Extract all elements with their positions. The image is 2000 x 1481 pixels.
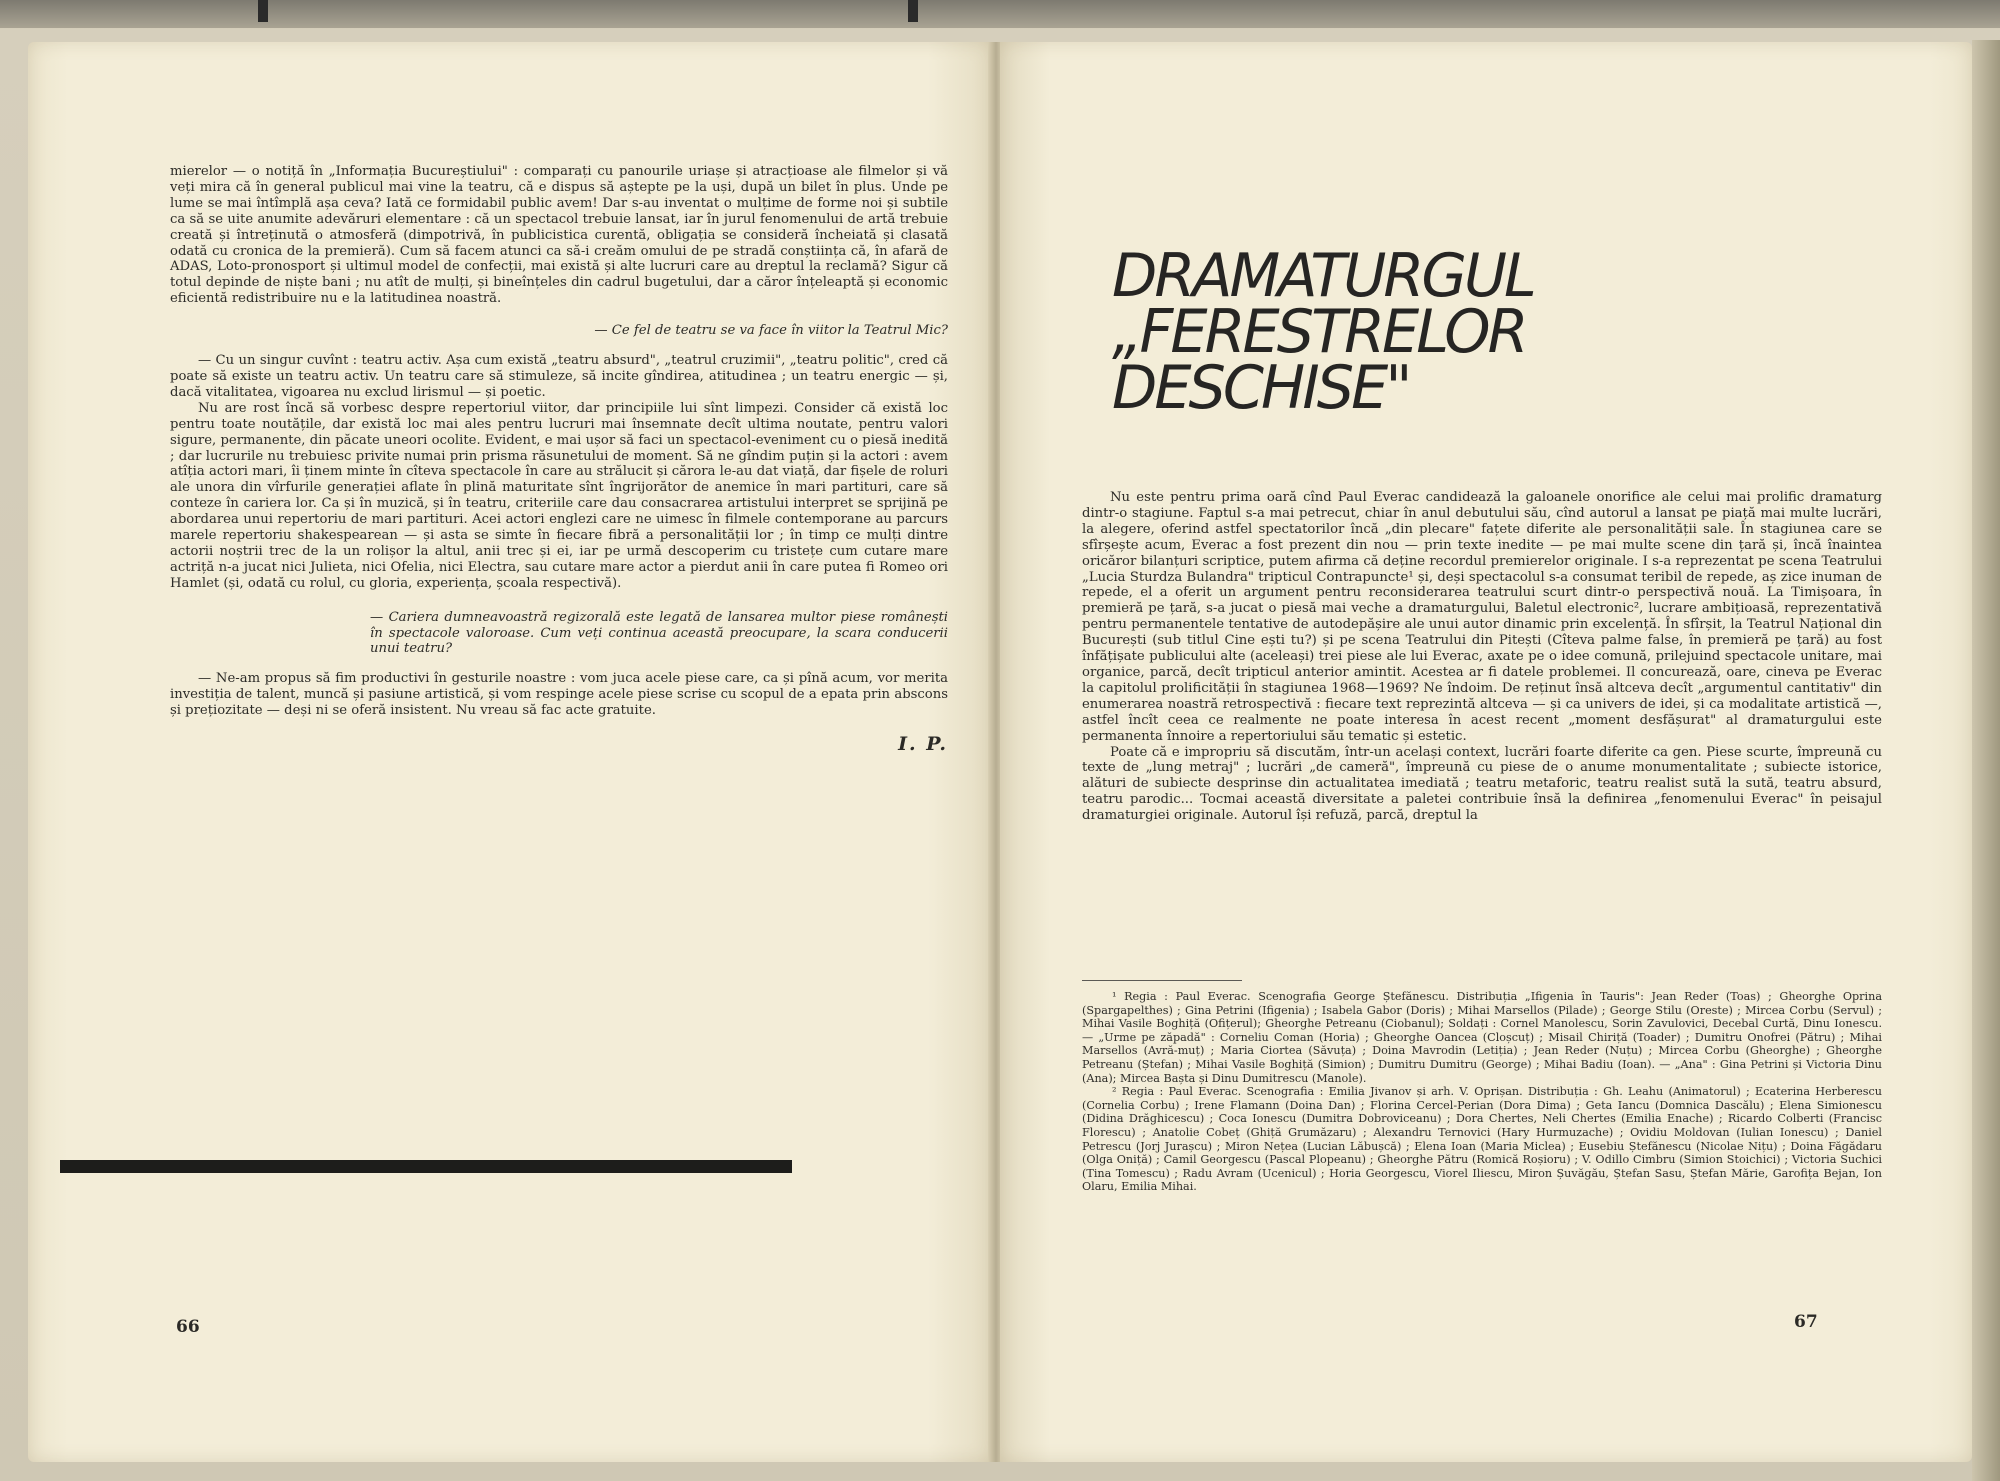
page-number: 67 (1794, 1312, 1818, 1332)
book-right-edge (1972, 40, 2000, 1481)
author-signature: I. P. (898, 733, 948, 756)
article-title (1112, 241, 1661, 423)
paragraph: Nu este pentru prima oară cînd Paul Everac candidează la galoanele onorifice ale celui mai prolific dramaturg dintr-o stagiune. Faptul s-a mai petrecut, chiar în anul debutului său, cînd autorul a lansat pe piață mai multe lucrări, la alegere, oferind astfel spectatorilor încă „din plecare" fațete diferite ale personalității sale. În stagiunea care se sfîrșește acum, Everac a fost prezent din nou — prin texte inedite — pe mai multe scene din țară și, încă înaintea oricăror bilanțuri scriptice, putem afirma că deține recordul premierelor originale. I s-a reprezentat pe scena Teatrului „Lucia Sturdza Bulandra" tripticul Contrapuncte¹ și, deși spectacolul s-a consumat teribil de repede, aș zice inuman de repede, el a oferit un argument pentru reconsiderarea teatrului scurt dintr-o perspectivă nouă. La Timișoara, în premieră pe țară, s-a jucat o piesă mai veche a dramaturgului, Baletul electronic², lucrare ambițioasă, reprezentativă pentru permanentele tentative de autodepășire ale unui autor dinamic prin excelență. În sfîrșit, la Teatrul Național din București (sub titlul Cine ești tu?) și pe scena Teatrului din Pitești (Cîteva palme false, în premieră pe țară) au fost înfățișate publicului alte (aceleași) trei piese ale lui Everac, axate pe o idee comună, prilejuind spectacole unitare, mai organice, parcă, decît tripticul anterior amintit. Acestea ar fi datele problemei. Il concurează, oare, cineva pe Everac la capitolul prolificității în stagiunea 1968—1969? Ne îndoim. De reținut însă altceva decît „argumentul cantitativ" din enumerarea noastră retrospectivă : fiecare text reprezintă altceva — și ca univers de idei, și ca modalitate artistică —, astfel încît ceea ce realmente ne poate interesa în acest recent „moment desfășurat" al dramaturgului este permanenta înnoire a repertoriului său tematic și estetic. (1082, 490, 1882, 744)
footnote: ¹ Regia : Paul Everac. Scenografia George Ștefănescu. Distribuția „Ifigenia în Tauris": Jean Reder (Toas) ; Gheorghe Oprina (Spargapelthes) ; Gina Petrini (Ifigenia) ; Isabela Gabor (Doris) ; Mihai Marsellos (Pilade) ; George Stilu (Oreste) ; Mircea Corbu (Servul) ; Mihai Vasile Boghiță (Ofițerul); Gheorghe Petreanu (Ciobanul); Soldați : Cornel Manolescu, Sorin Zavulovici, Decebal Curtă, Dinu Ionescu. — „Urme pe zăpadă" : Corneliu Coman (Horia) ; Gheorghe Oancea (Cloșcuț) ; Misail Chiriță (Toader) ; Dumitru Onofrei (Pătru) ; Mihai Marsellos (Avră-muț) ; Maria Ciortea (Săvuța) ; Doina Mavrodin (Letiția) ; Jean Reder (Nuțu) ; Mircea Corbu (Gheorghe) ; Gheorghe Petreanu (Ștefan) ; Mihai Vasile Boghiță (Simion) ; Dumitru Dumitru (George) ; Mihai Badiu (Ioan). — „Ana" : Gina Petrini și Victoria Dinu (Ana); Mircea Bașta și Dinu Dumitrescu (Manole). (1082, 990, 1882, 1085)
paragraph: — Cu un singur cuvînt : teatru activ. Așa cum există „teatru absurd", „teatrul cruzimii", „teatru politic", cred că poate să existe un teatru activ. Un teatru care să stimuleze, să incite gîndirea, atitudinea ; un teatru energic — și, dacă vitalitatea, vigoarea nu exclud lirismul — și poetic. (170, 353, 948, 400)
book-top-edge (0, 0, 2000, 28)
title-line: DESCHISE" (1112, 353, 1410, 423)
interview-question: — Ce fel de teatru se va face în viitor la Teatrul Mic? (594, 323, 948, 339)
left-column (170, 164, 948, 756)
section-rule (60, 1160, 792, 1173)
footnotes (1082, 990, 1882, 1194)
bookmark-tab (258, 0, 268, 22)
footnote-rule (1082, 980, 1242, 981)
page-number: 66 (176, 1317, 200, 1337)
title-line: „FERESTRELOR (1112, 297, 1526, 367)
right-column (1082, 490, 1882, 824)
bookmark-tab (908, 0, 918, 22)
interview-question: — Cariera dumneavoastră regizorală este legată de lansarea multor piese românești în spectacole valoroase. Cum veți continua această preocupare, la scara conducerii unui teatru? (370, 609, 948, 657)
paragraph: mierelor — o notiță în „Informația Bucureștiului" : comparați cu panourile uriașe și atracțioase ale filmelor și vă veți mira că în general publicul mai vine la teatru, că e dispus să aștepte pe la uși, după un bilet în plus. Unde pe lume se mai întîmplă așa ceva? Iată ce formidabil public avem! Dar s-au inventat o mulțime de forme noi și subtile ca să se uite anumite adevăruri elementare : că un spectacol trebuie lansat, iar în jurul fenomenului de artă trebuie creată și întreținută o atmosferă (dimpotrivă, în publicistica curentă, obligația se consideră încheiată și clasată odată cu cronica de la premieră). Cum să facem atunci ca să-i creăm omului de pe stradă conștiința că, în afară de ADAS, Loto-pronosport și ultimul model de confecții, mai există și alte lucruri care au dreptul la reclamă? Sigur că totul depinde de niște bani ; nu atît de mulți, și bineînțeles din cadrul bugetului, dar a căror înțeleaptă și economic eficientă redistribuire nu e la latitudinea noastră. (170, 164, 948, 307)
paragraph: Poate că e impropriu să discutăm, într-un același context, lucrări foarte diferite ca gen. Piese scurte, împreună cu texte de „lung metraj" ; lucrări „de cameră", împreună cu piese de o anume monumentalitate ; subiecte istorice, alături de subiecte desprinse din actualitatea imediată ; teatru metaforic, teatru realist sută la sută, teatru absurd, teatru parodic... Tocmai această diversitate a paletei contribuie însă la definirea „fenomenului Everac" în peisajul dramaturgiei originale. Autorul își refuză, parcă, dreptul la (1082, 744, 1882, 824)
left-page (28, 42, 992, 1462)
paragraph: — Ne-am propus să fim productivi în gesturile noastre : vom juca acele piese care, ca și pînă acum, vor merita investiția de talent, muncă și pasiune artistică, și vom respinge acele piese scrise cu scopul de a epata prin abscons și prețiozitate — deși ni se oferă insistent. Nu vreau să fac acte gratuite. (170, 671, 948, 719)
footnote: ² Regia : Paul Everac. Scenografia : Emilia Jivanov și arh. V. Oprișan. Distribuția : Gh. Leahu (Animatorul) ; Ecaterina Herberescu (Cornelia Corbu) ; Irene Flamann (Doina Dan) ; Florina Cercel-Perian (Dora Dima) ; Geta Iancu (Domnica Dascălu) ; Elena Simionescu (Didina Drăghicescu) ; Coca Ionescu (Dumitra Dobroviceanu) ; Dora Chertes, Neli Chertes (Emilia Enache) ; Ricardo Colberti (Francisc Florescu) ; Anatolie Cobeț (Ghiță Grumăzaru) ; Alexandru Ternovici (Hary Hurmuzache) ; Ovidiu Moldovan (Iulian Ionescu) ; Daniel Petrescu (Jorj Jurașcu) ; Miron Nețea (Lucian Lăbușcă) ; Elena Ioan (Maria Miclea) ; Eusebiu Ștefănescu (Nicolae Nițu) ; Doina Făgădaru (Olga Oniță) ; Camil Georgescu (Pascal Plopeanu) ; Gheorghe Pătru (Romică Roșioru) ; V. Odillo Cimbru (Simion Stoichici) ; Victoria Suchici (Tina Tomescu) ; Radu Avram (Ucenicul) ; Horia Georgescu, Viorel Iliescu, Miron Șuvăgău, Ștefan Sasu, Ștefan Mărie, Garofița Bejan, Ion Olaru, Emilia Mihai. (1082, 1085, 1882, 1194)
paragraph: Nu are rost încă să vorbesc despre repertoriul viitor, dar principiile lui sînt limpezi. Consider că există loc pentru toate noutățile, dar există loc mai ales pentru lucruri mai însemnate decît ultima noutate, pentru valori sigure, permanente, din păcate uneori ocolite. Evident, e mai ușor să faci un spectacol-eveniment cu o piesă inedită ; dar lucrurile nu trebuiesc privite numai prin prisma răsunetului de moment. Să ne gîndim puțin și la actori : avem atîția actori mari, îi ținem minte în cîteva spectacole în care au strălucit și cărora le-au dat viață, dar fișele de roluri ale unora din vîrfurile generației aflate în plină maturitate sînt îngrijorător de anemice în mari partituri, care să conteze în cariera lor. Ca și în muzică, și în teatru, criteriile care dau consacrarea artistului interpret se sprijină pe abordarea unui repertoriu de mari partituri. Acei actori englezi care ne uimesc în filmele contemporane au parcurs marele repertoriu shakespearean — și asta se simte în fiecare fibră a personalității lor ; în timp ce mulți dintre actorii noștrii trec de la un rolișor la altul, anii trec și ei, iar pe urmă descoperim cu tristețe cum cutare mare actriță n-a jucat nici Julieta, nici Ofelia, nici Electra, sau cutare mare actor a pierdut anii în care putea fi Romeo ori Hamlet (și, odată cu rolul, cu gloria, experiența, școala respectivă). (170, 400, 948, 591)
title-line: DRAMATURGUL (1112, 241, 1534, 311)
